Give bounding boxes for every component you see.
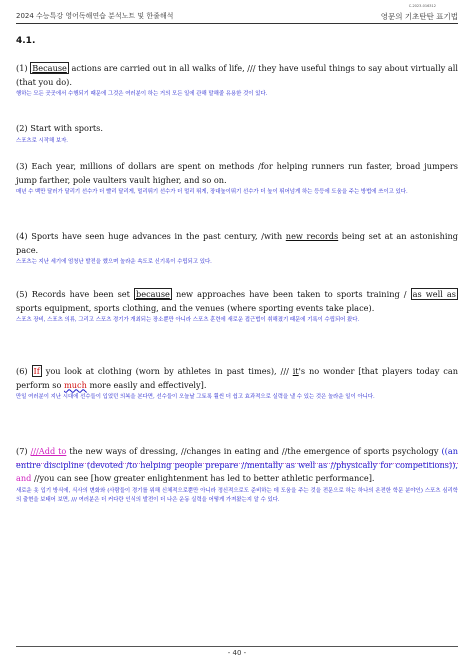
page-header — [16, 4, 458, 22]
section-number: 4.1. — [16, 36, 36, 46]
sentence-7 — [16, 445, 458, 505]
header-rule — [16, 23, 458, 24]
sentence-5-english: (5) Records have been set because new approaches have been taken to sports training / as well as sports equipment, sports clothing, and the venues (where sporting events take place). — [16, 289, 456, 313]
sentence-3-korean: 매년 수 백만 달러가 달리기 선수가 더 빨리 달리게, 멀리뛰기 선수가 더 멀리 뛰게, 장대높이뛰기 선수가 더 높이 뛰어넘게 하는 등등에 도움을 주는 방법에 쓰이고 있다. — [16, 189, 408, 195]
sentence-6-english: (6) If you look at clothing (worn by athletes in past times), /// it's no wonder [that players today can perform so much more easily and effectively]. — [16, 366, 458, 390]
sentence-4 — [16, 230, 458, 267]
connector-box: Because — [32, 63, 67, 73]
sentence-4-korean: 스포츠는 지난 세기에 엄청난 발전을 했으며 놀라운 속도로 신기록이 수립되고 있다. — [16, 259, 212, 265]
sentence-2-korean: 스포츠로 시작해 보자. — [16, 137, 69, 144]
sentence-1-english: (1) Because actions are carried out in all walks of life, /// they have useful things to say about virtually all (that you do). — [16, 63, 459, 87]
connector-box: If — [33, 366, 40, 376]
sentence-1 — [16, 62, 458, 99]
page-number: - 40 - — [227, 649, 247, 657]
header-left: 2024 수능특강 영어독해연습 분석노트 및 한줄해석 — [16, 12, 174, 20]
sentence-1-korean: 행하는 모든 곳곳에서 수행되기 때문에 그것은 여러분이 하는 거의 모든 일에 관해 말해줄 유용한 것이 있다. — [16, 91, 268, 97]
sentence-7-korean: 새로운 옷 입기 방식에, 식사의 변화와 (사람들이 경기를 위해 신체적으로뿐만 아니라 정신적으로도 준비하는 데 도움을 주는 것을 전문으로 하는 하나의 온전한 학문 분야인) 스포츠 심리학의 출현을 보태어 보면, /// 여러분은 더 커다란 인식의 발전이 더 나은 운동 실력을 어떻게 가져왔는지 알 수 있다. — [16, 487, 458, 503]
sentence-4-english: (4) Sports have seen huge advances in the past century, /with new records being set at an astonishing pace. — [16, 231, 458, 255]
sentence-5 — [16, 288, 458, 325]
sentence-7-english: (7) ///Add to the new ways of dressing, //changes in eating and //the emergence of sports psychology ((an entire discipline (devoted /to helping people prepare //mentally as well as //physically for competitions)), and //you can see [how greater enlightenment has led to better athletic performance]. — [16, 446, 458, 483]
sentence-2-english: (2) Start with sports. — [16, 123, 103, 133]
header-right: 영문의 기초탄탄 표기법 — [380, 12, 458, 21]
sentence-2 — [16, 122, 458, 146]
connector-box: because — [136, 289, 170, 299]
sentence-6-korean: 만일 여러분이 지난 시대에 선수들이 입었던 의복을 본다면, 선수들이 오늘날 그토록 훨씬 더 쉽고 효과적으로 실력을 낼 수 있는 것은 놀라운 일이 아니다. — [16, 394, 375, 400]
sentence-5-korean: 스포츠 장비, 스포츠 의류, 그리고 스포츠 경기가 개최되는 장소뿐만 아니라 스포츠 훈련에 새로운 접근법이 취해졌기 때문에 기록이 수립되어 왔다. — [16, 317, 360, 323]
sentence-3 — [16, 160, 458, 197]
footer-rule — [16, 646, 458, 647]
sentence-3-english: (3) Each year, millions of dollars are spent on methods /for helping runners run faster, broad jumpers jump farther, pole vaulters vault higher, and so on. — [16, 161, 458, 185]
sentence-6 — [16, 365, 458, 402]
header-tiny-mark: C-2023-016312 — [408, 4, 436, 8]
